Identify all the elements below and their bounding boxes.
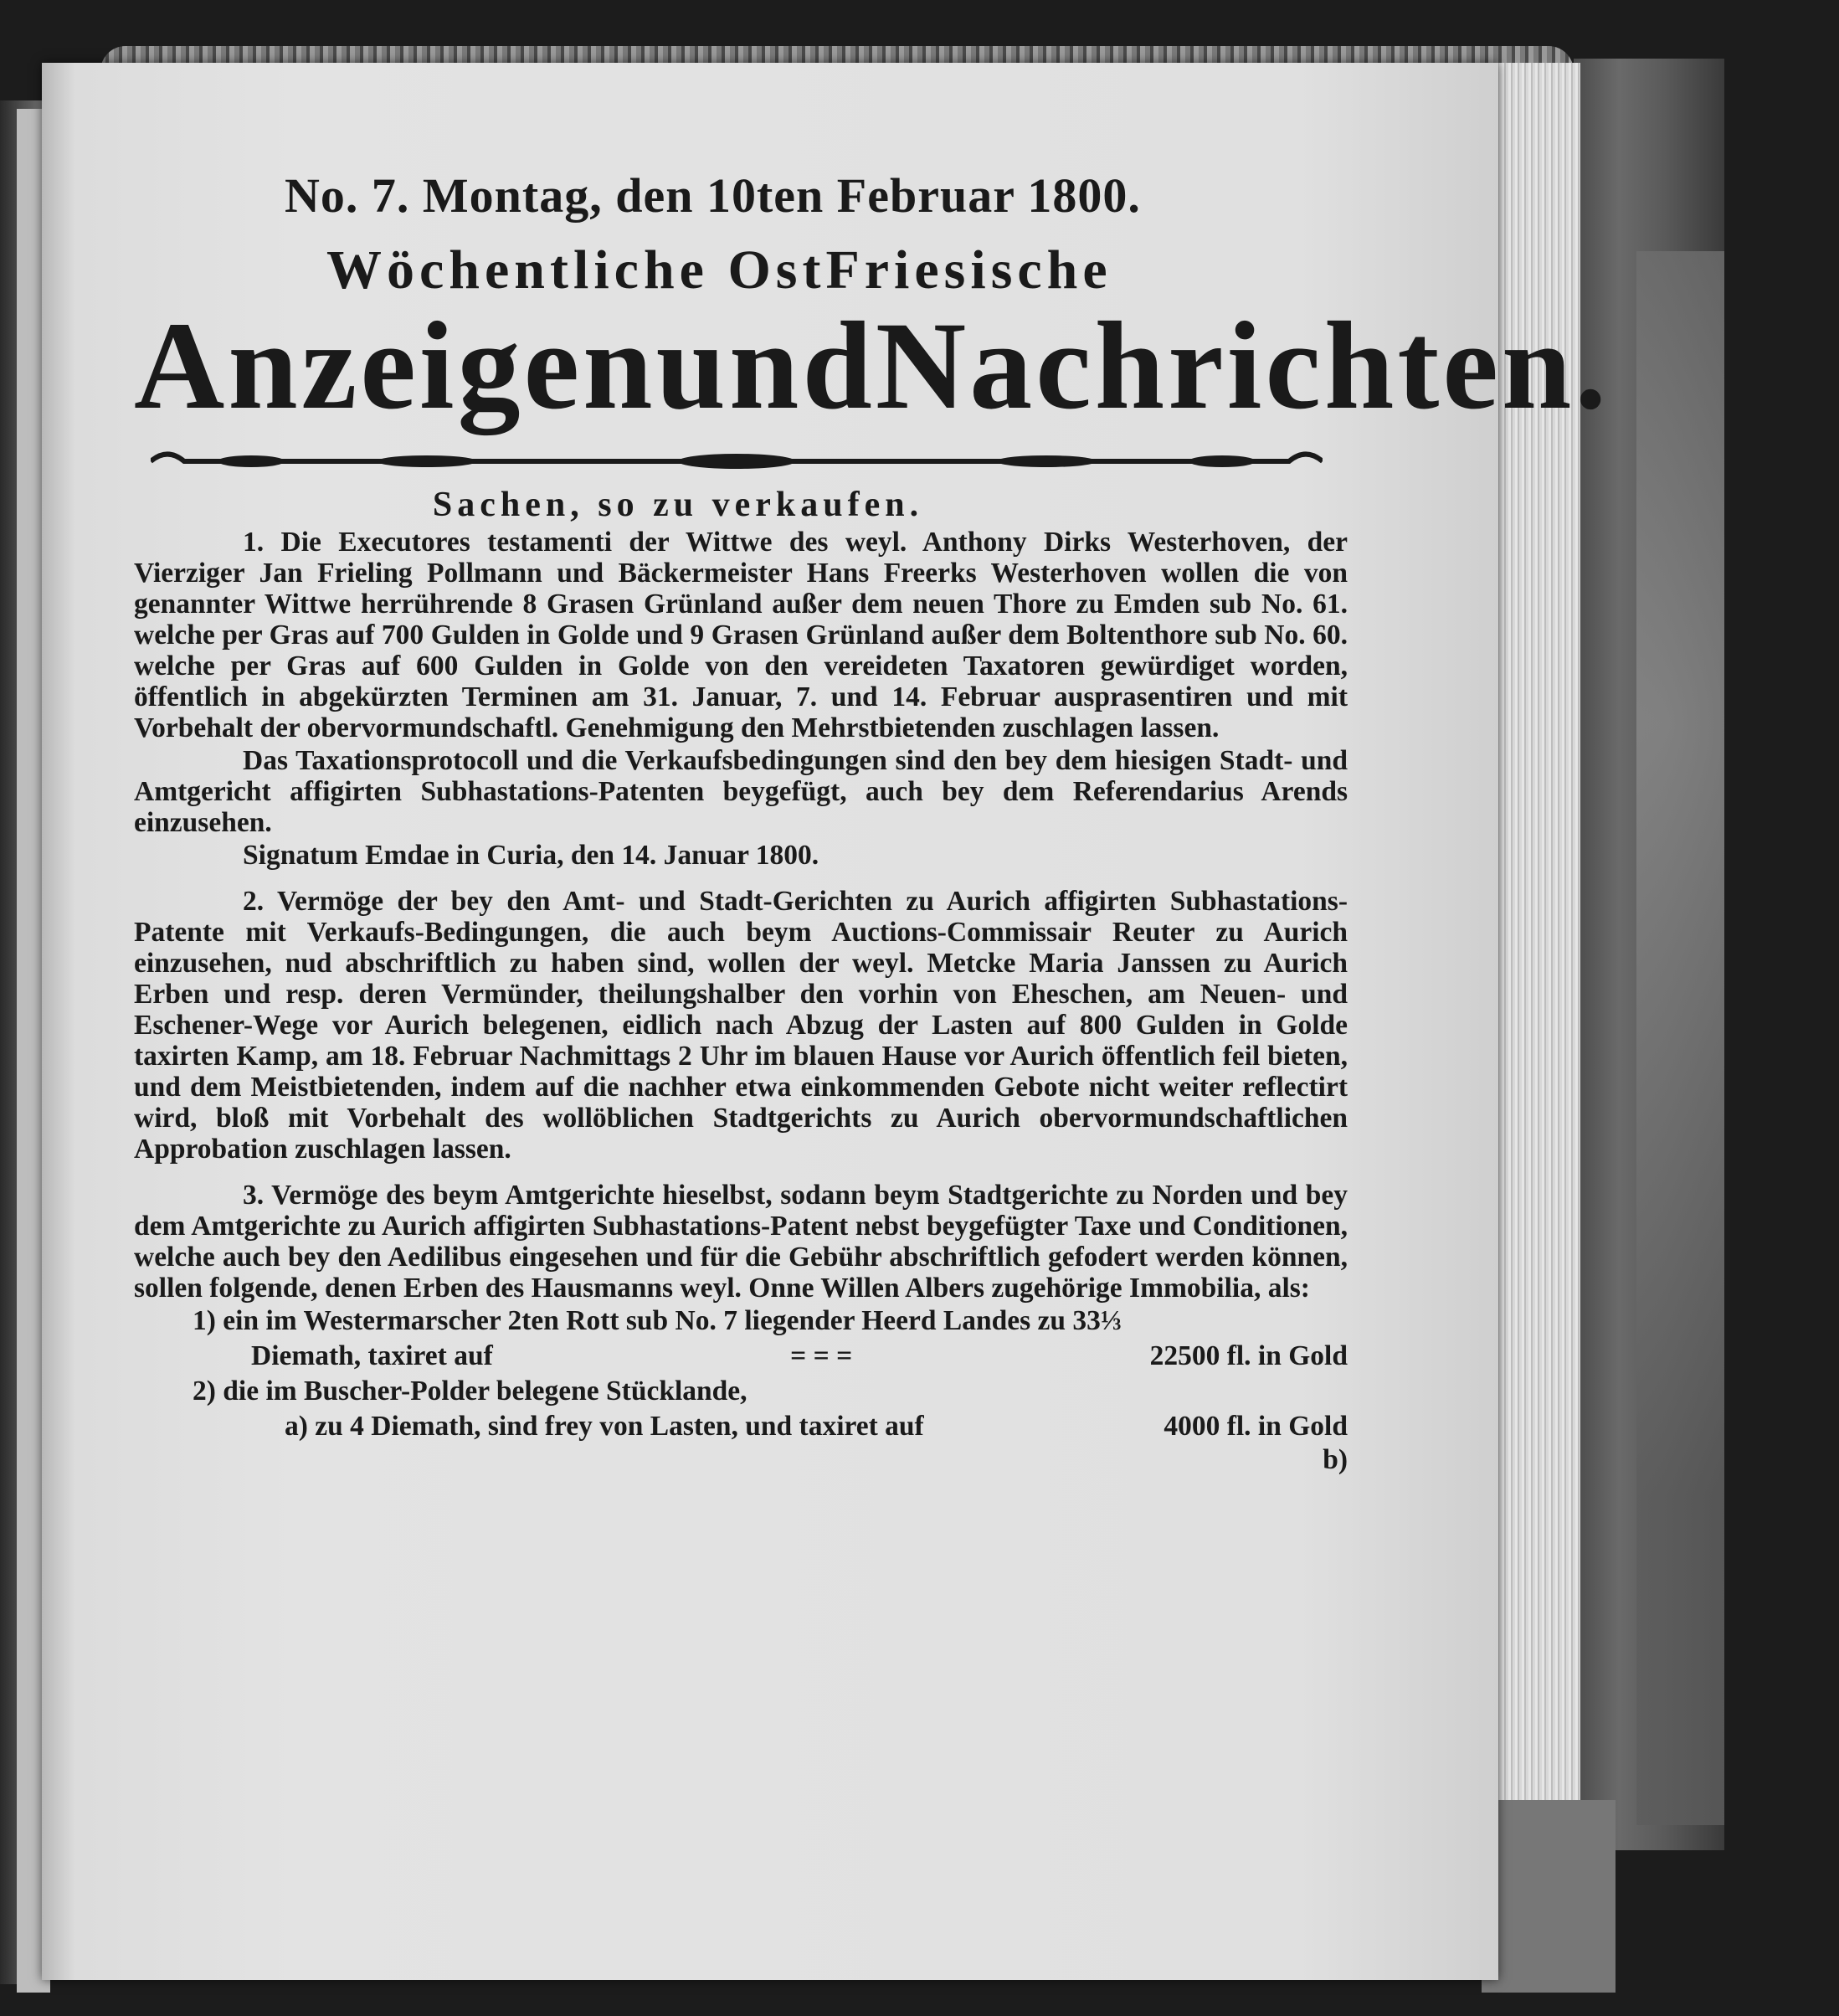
catchword: b) bbox=[1323, 1444, 1348, 1475]
property-2-line bbox=[134, 1374, 1348, 1409]
title-word-3: Nachrichten. bbox=[875, 296, 1610, 435]
page-content bbox=[134, 167, 1610, 1476]
property-2-desc: 2) die im Buscher-Polder belegene Stücklande, bbox=[193, 1376, 747, 1407]
book-spine-texture bbox=[1636, 251, 1724, 1825]
item-3-text: 3. Vermöge des beym Amtgerichte hieselbst, sodann beym Stadtgerichte zu Norden und bey dem Amtgerichte zu Aurich affigirten Subhastations-Patent nebst beygefügter Taxe und Conditionen, welche auch bey den Aedilibus eingesehen und für die Gebühr abschriftlich gefodert werden können, sollen folgende, denen Erben des Hausmanns weyl. Onne Willen Albers zugehörige Immobilia, als: bbox=[134, 1180, 1348, 1304]
item-1-signature: Signatum Emdae in Curia, den 14. Januar 1800. bbox=[243, 840, 819, 871]
property-1-desc: 1) ein im Westermarscher 2ten Rott sub No. 7 liegender Heerd Landes zu 33⅓ bbox=[193, 1305, 1122, 1336]
section-heading: Sachen, so zu verkaufen. bbox=[432, 486, 924, 524]
item-1-text: 1. Die Executores testamenti der Wittwe des weyl. Anthony Dirks Westerhoven, der Vierziger Jan Frieling Pollmann und Bäckermeister Hans Freerks Westerhoven wollen die von genannter Wittwe herrührende 8 Grasen Grünland außer dem neuen Thore zu Emden sub No. 61. welche per Gras auf 700 Gulden in Golde und 9 Grasen Grünland außer dem Boltenthore sub No. 60. welche per Gras auf 600 Gulden in Golde von den vereideten Taxatoren gewürdiget worden, öffentlich in abgekürzten Terminen am 31. Januar, 7. und 14. Februar ausprasentiren und mit Vorbehalt der obervormundschaftl. Genehmigung den Mehrstbietenden zuschlagen lassen. bbox=[134, 527, 1348, 743]
property-2a-desc: a) zu 4 Diemath, sind frey von Lasten, und taxiret auf bbox=[285, 1411, 924, 1442]
title-word-2: und bbox=[655, 296, 876, 435]
title-word-1: Anzeigen bbox=[134, 296, 656, 435]
masthead-title bbox=[134, 294, 1610, 438]
item-2-text: 2. Vermöge der bey den Amt- und Stadt-Gerichten zu Aurich affigirten Subhastations-Patente mit Verkaufs-Bedingungen, die auch beym Auctions-Commissair Reuter zu Aurich einzusehen, nud abschriftlich zu haben sind, wollen der weyl. Metcke Maria Janssen zu Aurich Erben und resp. deren Vermünder, theilungshalber den vorhin von Eheschen, am Neuen- und Eschener-Wege vor Aurich belegenen, eidlich nach Abzug der Lasten auf 800 Gulden in Golde taxirten Kamp, am 18. Februar Nachmittags 2 Uhr im blauen Hause vor Aurich öffentlich feil bieten, und dem Meistbietenden, indem auf die nachher etwa einkommenden Gebote nicht weiter reflectirt wird, bloß mit Vorbehalt des wollöblichen Stadtgerichts zu Aurich obervormundschaftlichen Approbation zuschlagen lassen. bbox=[134, 886, 1348, 1165]
masthead-supertitle: Wöchentliche OstFriesische bbox=[326, 239, 1112, 301]
issue-dateline: No. 7. Montag, den 10ten Februar 1800. bbox=[285, 168, 1141, 223]
property-2a-price: 4000 fl. in Gold bbox=[1164, 1411, 1348, 1442]
property-1-valuation bbox=[134, 1339, 1348, 1374]
property-1-line bbox=[134, 1304, 1348, 1339]
item-1-note: Das Taxationsprotocoll und die Verkaufsbedingungen sind den bey dem hiesigen Stadt- und Amtgericht affigirten Subhastations-Patenten beygefügt, auch bey dem Referendarius Arends einzusehen. bbox=[134, 745, 1348, 838]
book-base bbox=[1482, 1800, 1616, 1993]
property-1-price: 22500 fl. in Gold bbox=[1149, 1340, 1348, 1371]
property-1-dots: = = = bbox=[790, 1340, 853, 1371]
ornamental-rule bbox=[151, 443, 1323, 476]
property-1-valuation-label: Diemath, taxiret auf bbox=[251, 1340, 493, 1371]
property-2a-line bbox=[134, 1409, 1348, 1444]
